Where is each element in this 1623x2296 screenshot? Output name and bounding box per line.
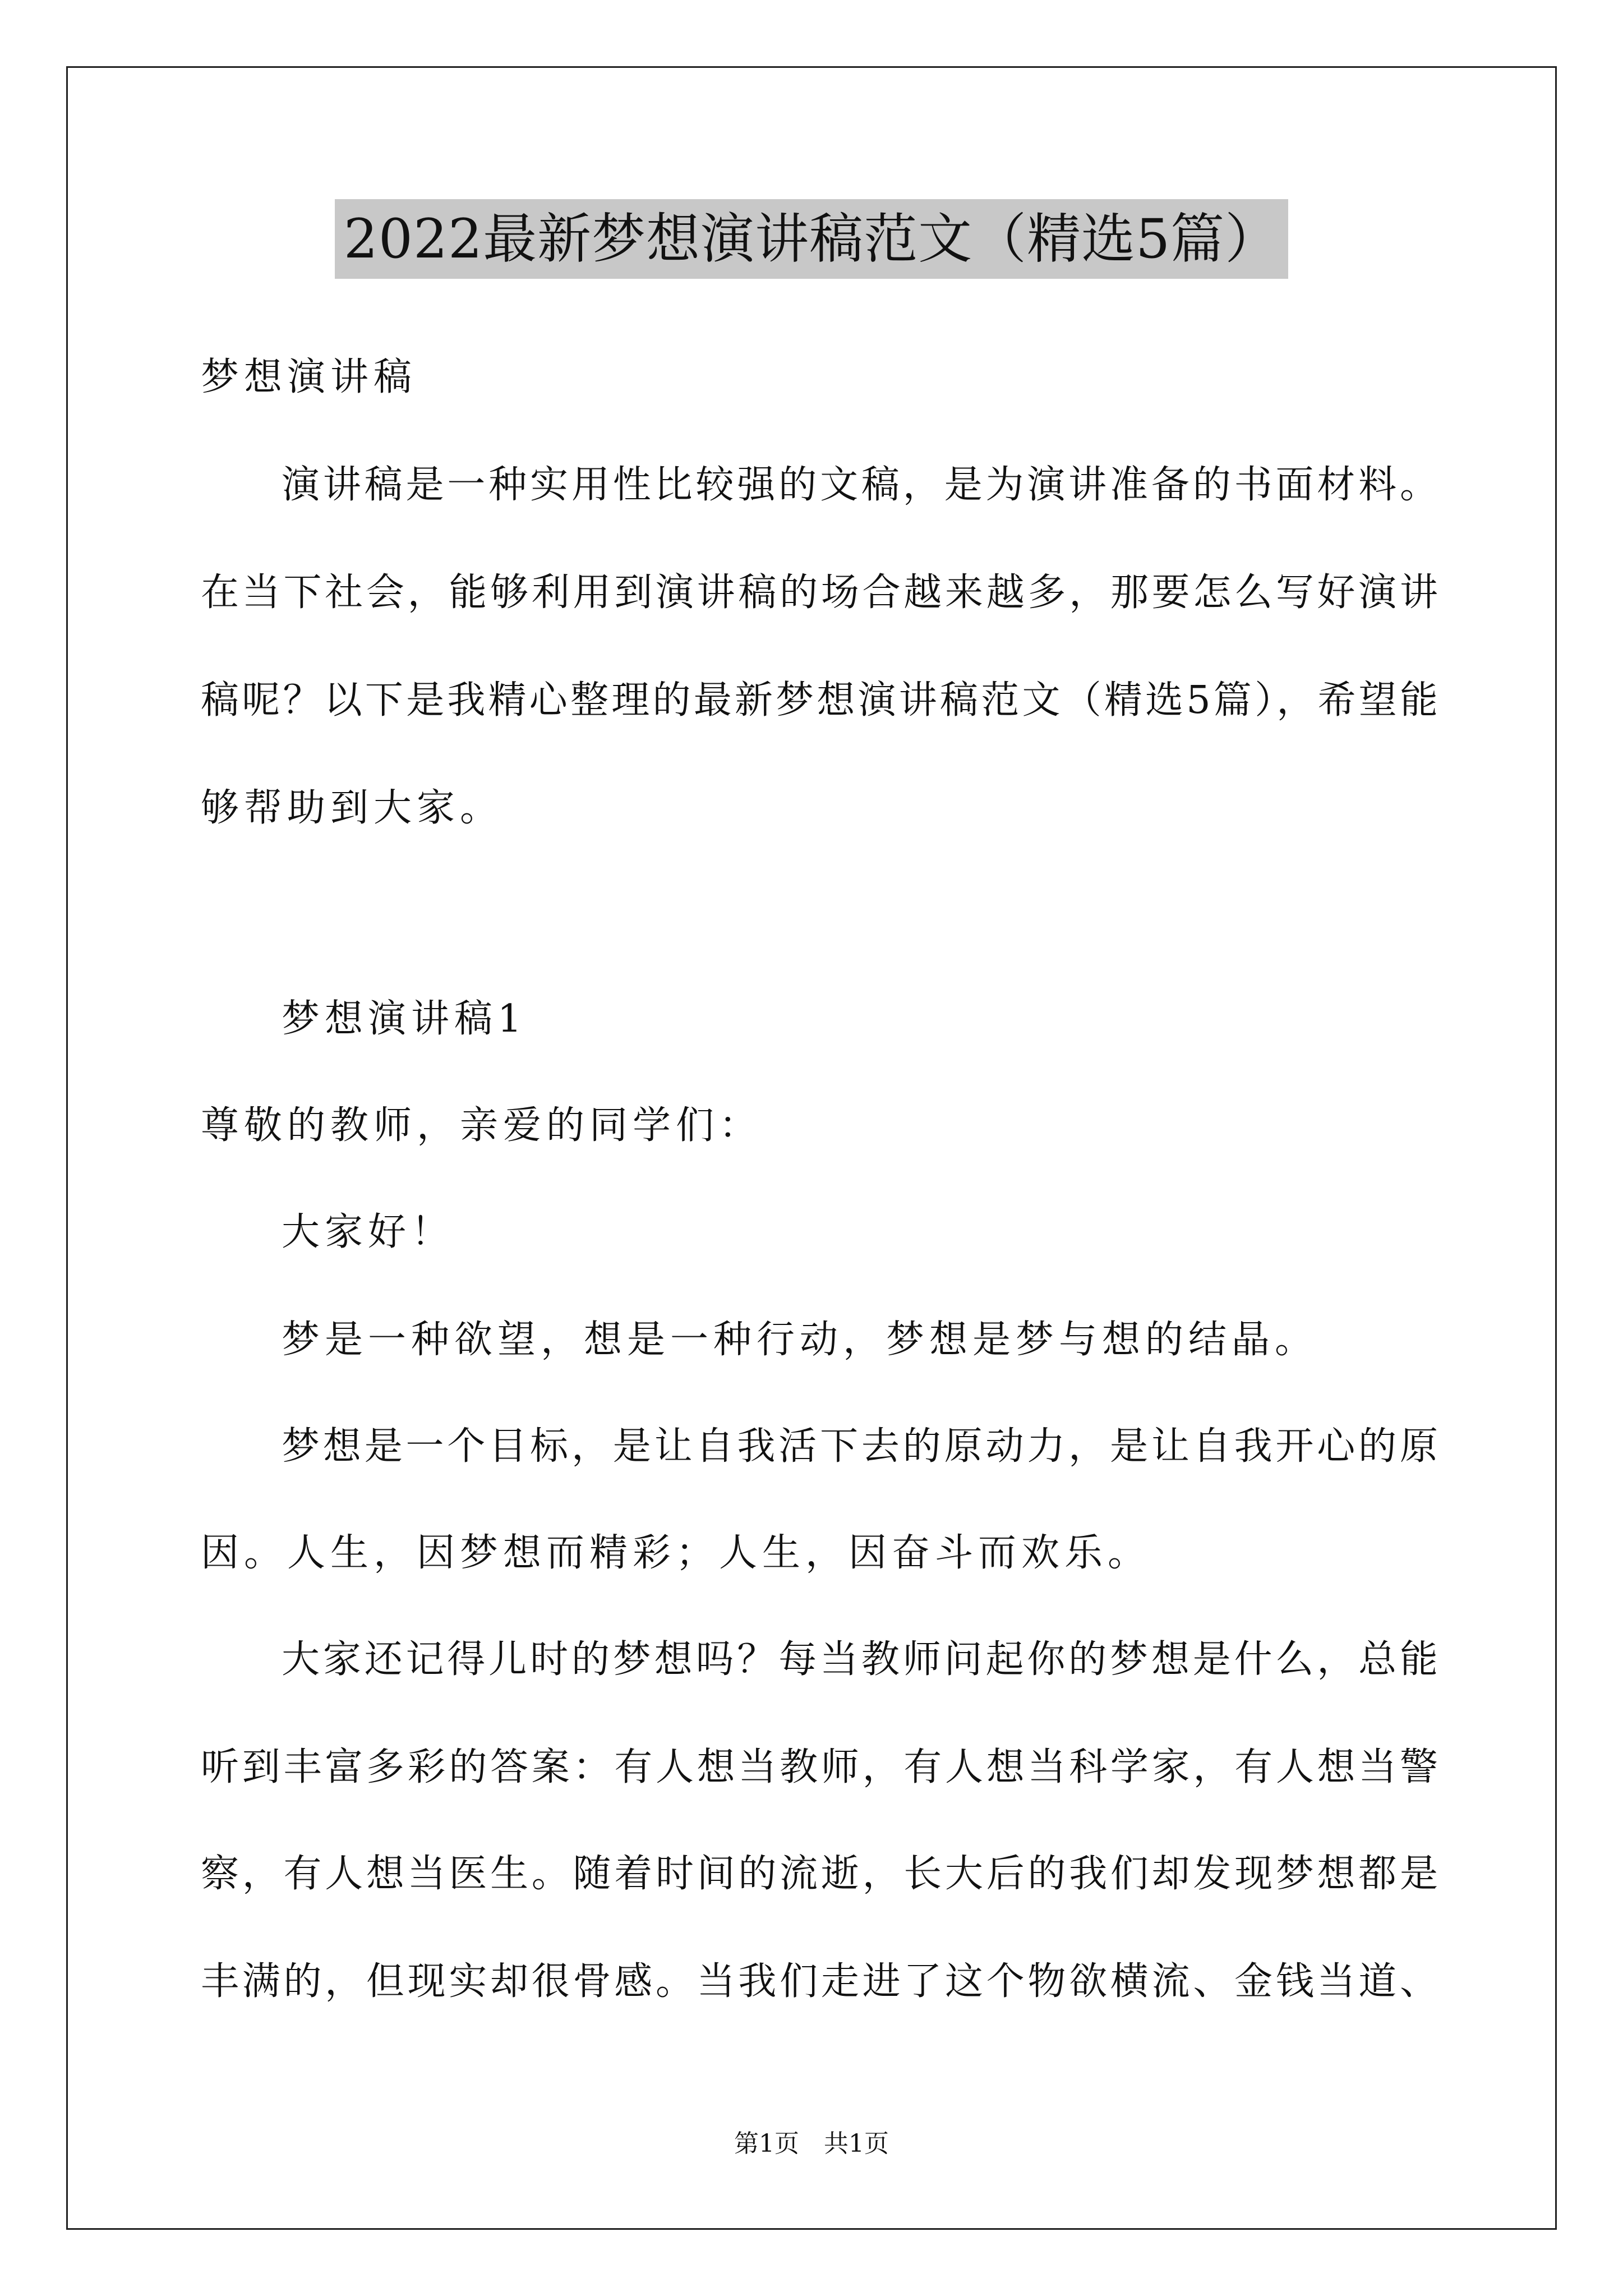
salutation: 尊敬的教师，亲爱的同学们：: [201, 1103, 763, 1148]
paragraph-line: 听到丰富多彩的答案：有人想当教师，有人想当科学家，有人想当警: [201, 1745, 1438, 1789]
document-title: 2022最新梦想演讲稿范文（精选5篇）: [335, 199, 1288, 279]
section-heading: 梦想演讲稿: [201, 355, 417, 399]
title-container: [0, 199, 1623, 279]
paragraph-line: 梦是一种欲望，想是一种行动，梦想是梦与想的结晶。: [282, 1318, 1318, 1362]
paragraph-line: 因。人生，因梦想而精彩；人生，因奋斗而欢乐。: [201, 1531, 1151, 1575]
speech-heading: 梦想演讲稿1: [282, 997, 527, 1041]
paragraph-line: 演讲稿是一种实用性比较强的文稿，是为演讲准备的书面材料。: [282, 463, 1438, 507]
paragraph-line: 梦想是一个目标，是让自我活下去的原动力，是让自我开心的原: [282, 1424, 1438, 1469]
paragraph-line: 丰满的，但现实却很骨感。当我们走进了这个物欲横流、金钱当道、: [201, 1959, 1438, 2004]
paragraph-line: 稿呢？以下是我精心整理的最新梦想演讲稿范文（精选5篇），希望能: [201, 678, 1438, 723]
paragraph-line: 在当下社会，能够利用到演讲稿的场合越来越多，那要怎么写好演讲: [201, 570, 1438, 615]
greeting: 大家好！: [282, 1210, 455, 1254]
paragraph-line: 大家还记得儿时的梦想吗？每当教师问起你的梦想是什么，总能: [282, 1637, 1438, 1682]
page-footer: 第1页 共1页: [734, 2129, 889, 2158]
paragraph-line: 察，有人想当医生。随着时间的流逝，长大后的我们却发现梦想都是: [201, 1852, 1438, 1896]
paragraph-line: 够帮助到大家。: [201, 786, 504, 830]
